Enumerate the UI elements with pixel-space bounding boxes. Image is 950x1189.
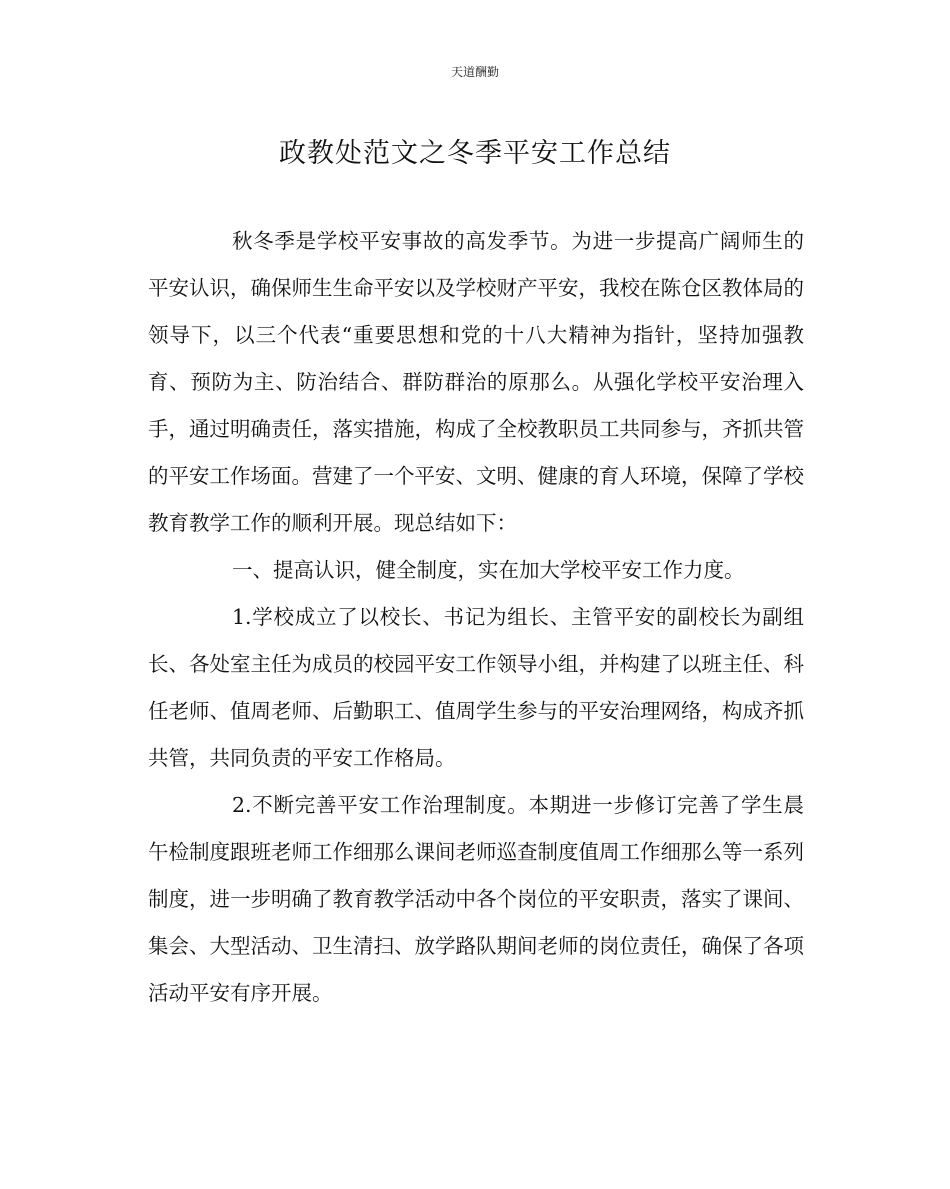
paragraph-intro: 秋冬季是学校平安事故的高发季节。为进一步提高广阔师生的平安认识，确保师生生命平安以及学校财产平安，我校在陈仓区教体局的领导下，以三个代表“重要思想和党的十八大精神为指针，坚持加强教育、预防为主、防治结合、群防群治的原那么。从强化学校平安治理入手，通过明确责任，落实措施，构成了全校教职员工共同参与，齐抓共管的平安工作场面。营建了一个平安、文明、健康的育人环境，保障了学校教育教学工作的顺利开展。现总结如下：	[148, 229, 804, 535]
paragraph-item-1: 1.学校成立了以校长、书记为组长、主管平安的副校长为副组长、各处室主任为成员的校园平安工作领导小组，并构建了以班主任、科任老师、值周老师、后勤职工、值周学生参与的平安治理网络，构成齐抓共管，共同负责的平安工作格局。	[148, 605, 804, 770]
paragraph-section-heading: 一、提高认识，健全制度，实在加大学校平安工作力度。	[232, 558, 745, 582]
paragraph-item-2: 2.不断完善平安工作治理制度。本期进一步修订完善了学生晨午检制度跟班老师工作细那么课间老师巡查制度值周工作细那么等一系列制度，进一步明确了教育教学活动中各个岗位的平安职责，落实了课间、集会、大型活动、卫生清扫、放学路队期间老师的岗位责任，确保了各项活动平安有序开展。	[148, 793, 804, 1005]
document-title: 政教处范文之冬季平安工作总结	[279, 138, 671, 169]
document-body	[148, 218, 804, 1017]
page-header: 天道酬勤	[450, 65, 499, 79]
